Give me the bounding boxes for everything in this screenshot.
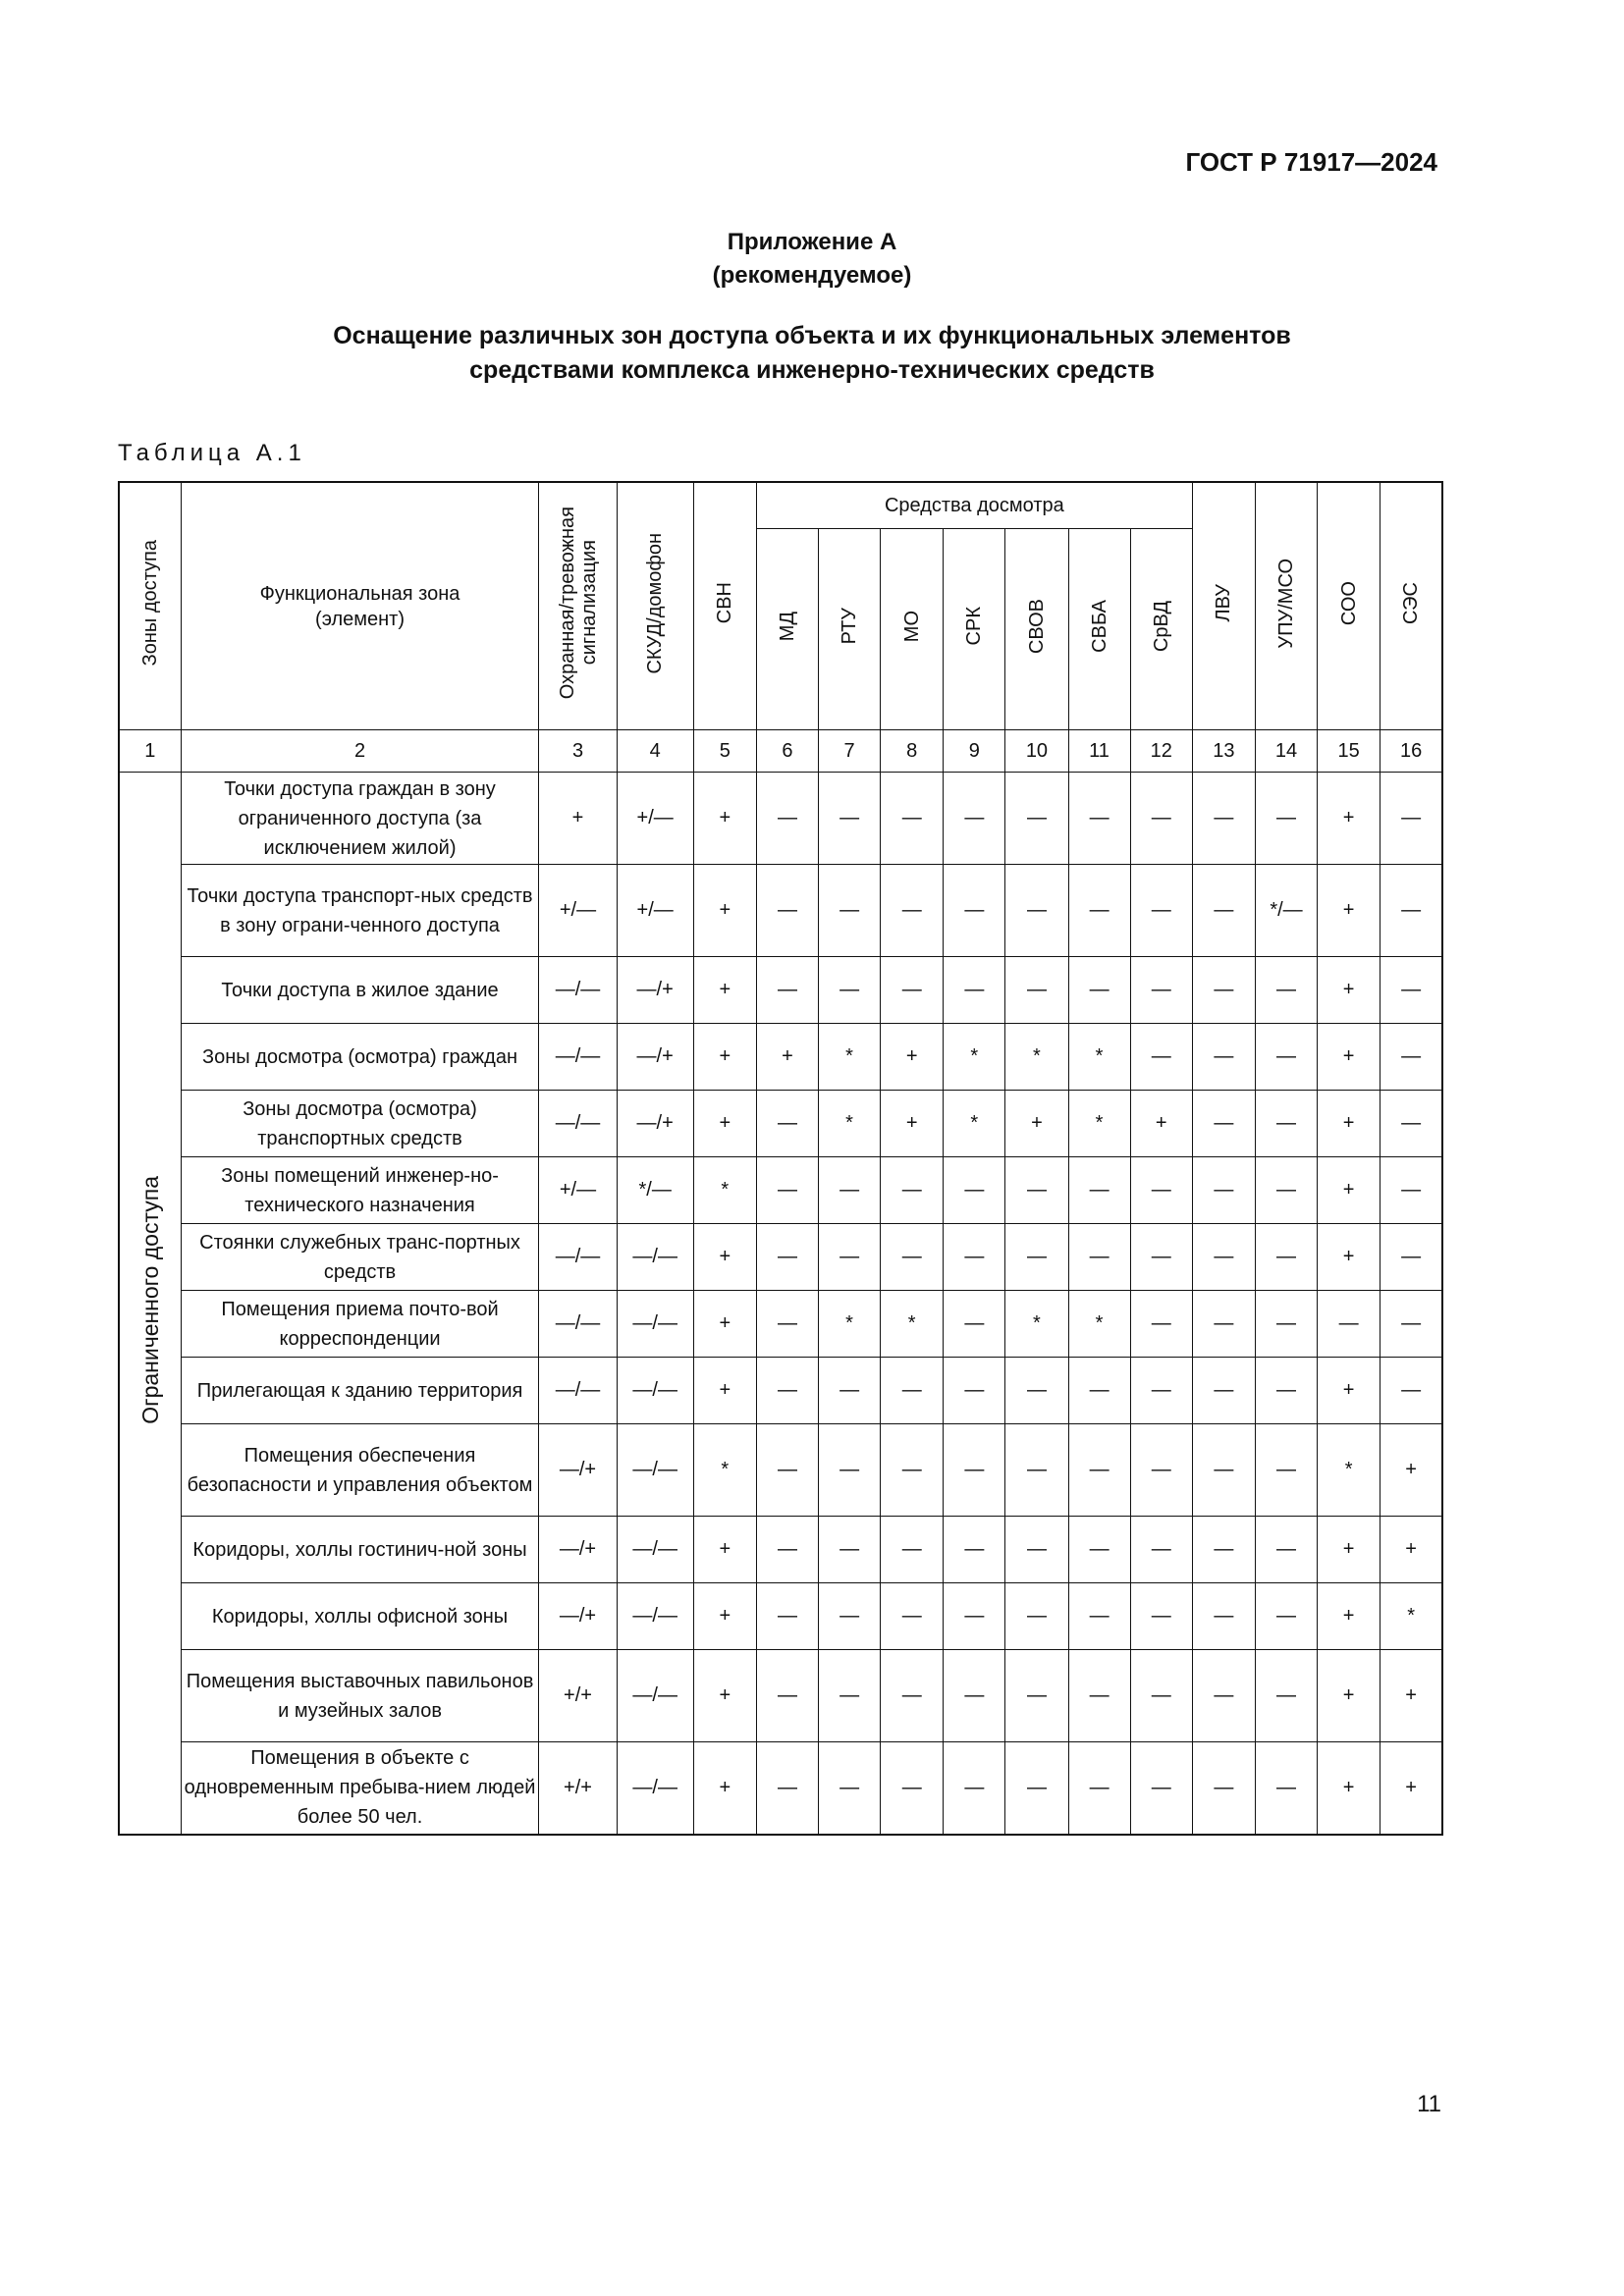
table-cell: — <box>1380 865 1442 957</box>
table-cell: — <box>1318 1291 1380 1358</box>
header-ses-label: СЭС <box>1400 581 1423 625</box>
table-cell: — <box>1068 1424 1130 1517</box>
table-cell: —/+ <box>539 1424 617 1517</box>
table-cell: —/+ <box>617 1091 693 1157</box>
table-cell: — <box>1255 1424 1317 1517</box>
table-cell: — <box>1192 1157 1255 1224</box>
column-number: 13 <box>1192 730 1255 773</box>
table-cell: — <box>944 1358 1005 1424</box>
table-cell: — <box>756 773 818 865</box>
header-upu <box>1255 482 1317 730</box>
table-cell: — <box>1255 1024 1317 1091</box>
table-cell: — <box>1005 865 1068 957</box>
table-cell: — <box>1130 1424 1192 1517</box>
table-cell: +/+ <box>539 1650 617 1742</box>
table-cell: + <box>693 1358 756 1424</box>
table-cell: — <box>1068 1224 1130 1291</box>
table-cell: — <box>756 1583 818 1650</box>
table-cell: —/— <box>539 1358 617 1424</box>
table-cell: — <box>1068 1742 1130 1835</box>
table-cell: — <box>944 1424 1005 1517</box>
table-cell: — <box>1192 1424 1255 1517</box>
table-row <box>119 1517 1442 1583</box>
header-lvu <box>1192 482 1255 730</box>
header-srvd: СрВД <box>1130 529 1192 730</box>
table-cell: + <box>881 1091 944 1157</box>
table-cell: — <box>1192 1291 1255 1358</box>
table-cell: — <box>756 1424 818 1517</box>
table-cell: * <box>1068 1091 1130 1157</box>
table-cell: + <box>693 1583 756 1650</box>
table-cell: — <box>1192 1583 1255 1650</box>
header-alarm-line-2: сигнализация <box>577 540 600 667</box>
header-skud-label: СКУД/домофон <box>644 532 667 674</box>
table-cell: * <box>1068 1024 1130 1091</box>
table-cell: — <box>881 1424 944 1517</box>
table-cell: +/+ <box>539 1742 617 1835</box>
table-cell: — <box>1255 1157 1317 1224</box>
header-svn-label: СВН <box>714 582 736 624</box>
table-caption: Таблица А.1 <box>118 440 306 466</box>
table-cell: — <box>1005 1742 1068 1835</box>
table-cell: — <box>1005 1517 1068 1583</box>
header-function-line-2: (элемент) <box>315 608 405 630</box>
table-cell: — <box>1068 957 1130 1024</box>
table-cell: + <box>1318 1358 1380 1424</box>
header-skud <box>617 482 693 730</box>
header-soo-label: СОО <box>1337 580 1360 626</box>
function-zone-name: Помещения обеспечения безопасности и управления объектом <box>181 1424 539 1517</box>
table-cell: —/— <box>539 1224 617 1291</box>
function-zone-name: Зоны помещений инженер-но-технического назначения <box>181 1157 539 1224</box>
table-cell: — <box>819 773 881 865</box>
table-cell: — <box>819 865 881 957</box>
header-function <box>181 482 539 730</box>
table-row <box>119 773 1442 865</box>
table-cell: + <box>693 1024 756 1091</box>
table-cell: — <box>1005 957 1068 1024</box>
table-cell: + <box>693 1742 756 1835</box>
table-cell: * <box>1005 1024 1068 1091</box>
table-cell: + <box>1318 1157 1380 1224</box>
table-row <box>119 1024 1442 1091</box>
table-cell: +/— <box>539 865 617 957</box>
table-row <box>119 1157 1442 1224</box>
table-cell: — <box>1068 1358 1130 1424</box>
column-number: 9 <box>944 730 1005 773</box>
table-cell: — <box>881 1358 944 1424</box>
table-row <box>119 1742 1442 1835</box>
zone-name: Ограниченного доступа <box>136 1175 163 1424</box>
table-cell: — <box>1192 957 1255 1024</box>
column-number: 11 <box>1068 730 1130 773</box>
table-cell: — <box>1192 1224 1255 1291</box>
header-ses <box>1380 482 1442 730</box>
table-cell: —/— <box>617 1650 693 1742</box>
table-row <box>119 1091 1442 1157</box>
header-alarm <box>539 482 617 730</box>
table-cell: * <box>1005 1291 1068 1358</box>
table-cell: — <box>944 1583 1005 1650</box>
table-cell: +/— <box>539 1157 617 1224</box>
table-cell: +/— <box>617 865 693 957</box>
table-cell: — <box>1130 1157 1192 1224</box>
table-cell: — <box>944 957 1005 1024</box>
table-cell: + <box>693 1517 756 1583</box>
table-cell: — <box>1192 1024 1255 1091</box>
table-cell: — <box>1068 773 1130 865</box>
table-cell: + <box>1380 1424 1442 1517</box>
page-number: 11 <box>1417 2091 1441 2117</box>
function-zone-name: Коридоры, холлы гостинич-ной зоны <box>181 1517 539 1583</box>
table-cell: + <box>1318 1517 1380 1583</box>
header-upu-label: УПУ/МСО <box>1274 558 1297 649</box>
document-code: ГОСТ Р 71917—2024 <box>1185 147 1437 177</box>
table-row <box>119 1583 1442 1650</box>
table-cell: — <box>1255 957 1317 1024</box>
table-cell: — <box>1068 865 1130 957</box>
table-cell: — <box>756 1157 818 1224</box>
table-cell: — <box>1380 1157 1442 1224</box>
table-cell: + <box>693 1291 756 1358</box>
function-zone-name: Помещения выставочных павильонов и музейных залов <box>181 1650 539 1742</box>
table-cell: —/+ <box>617 1024 693 1091</box>
table-cell: + <box>1130 1091 1192 1157</box>
function-zone-name: Зоны досмотра (осмотра) транспортных средств <box>181 1091 539 1157</box>
table-cell: — <box>944 1517 1005 1583</box>
table-cell: + <box>881 1024 944 1091</box>
table-cell: + <box>1318 1742 1380 1835</box>
table-cell: —/— <box>617 1224 693 1291</box>
table-cell: — <box>819 1424 881 1517</box>
table-cell: + <box>693 1091 756 1157</box>
title-line-2: средствами комплекса инженерно-технических средств <box>469 356 1155 384</box>
table-cell: — <box>1068 1650 1130 1742</box>
table-cell: — <box>881 1157 944 1224</box>
table-cell: — <box>881 1224 944 1291</box>
header-alarm-line-1: Охранная/тревожная <box>556 507 578 700</box>
header-svn <box>693 482 756 730</box>
table-cell: — <box>1380 957 1442 1024</box>
column-number: 10 <box>1005 730 1068 773</box>
table-cell: — <box>1130 1024 1192 1091</box>
table-cell: — <box>1255 1583 1317 1650</box>
table-cell: — <box>881 1650 944 1742</box>
equipment-table <box>118 481 1443 1836</box>
table-cell: — <box>1255 1650 1317 1742</box>
table-cell: — <box>1130 1742 1192 1835</box>
table-cell: — <box>819 1742 881 1835</box>
header-srk: СРК <box>944 529 1005 730</box>
table-cell: — <box>1005 1650 1068 1742</box>
table-cell: — <box>756 1224 818 1291</box>
table-cell: — <box>756 1091 818 1157</box>
table-cell: + <box>539 773 617 865</box>
column-number: 6 <box>756 730 818 773</box>
table-cell: — <box>1192 1742 1255 1835</box>
table-cell: — <box>1380 1358 1442 1424</box>
table-cell: */— <box>617 1157 693 1224</box>
table-cell: — <box>756 865 818 957</box>
column-number: 15 <box>1318 730 1380 773</box>
table-cell: — <box>1005 1583 1068 1650</box>
table-cell: — <box>1192 1650 1255 1742</box>
table-cell: + <box>1318 1224 1380 1291</box>
table-cell: — <box>756 1517 818 1583</box>
header-svov: СВОВ <box>1005 529 1068 730</box>
table-cell: — <box>1130 1224 1192 1291</box>
function-zone-name: Зоны досмотра (осмотра) граждан <box>181 1024 539 1091</box>
function-zone-name: Стоянки служебных транс-портных средств <box>181 1224 539 1291</box>
table-cell: — <box>1068 1517 1130 1583</box>
table-cell: — <box>1005 1224 1068 1291</box>
header-zone <box>119 482 181 730</box>
table-cell: —/— <box>539 1024 617 1091</box>
table-cell: + <box>693 957 756 1024</box>
table-cell: — <box>756 1742 818 1835</box>
annex-heading <box>0 226 1624 293</box>
table-cell: + <box>1380 1742 1442 1835</box>
column-number: 5 <box>693 730 756 773</box>
column-number-row <box>119 730 1442 773</box>
table-cell: — <box>1380 1291 1442 1358</box>
table-cell: + <box>693 773 756 865</box>
table-cell: —/— <box>617 1517 693 1583</box>
table-cell: — <box>881 1517 944 1583</box>
function-zone-name: Прилегающая к зданию территория <box>181 1358 539 1424</box>
table-cell: — <box>1005 1424 1068 1517</box>
table-cell: */— <box>1255 865 1317 957</box>
table-cell: — <box>944 865 1005 957</box>
table-cell: — <box>1255 1517 1317 1583</box>
table-cell: — <box>881 957 944 1024</box>
table-cell: —/— <box>539 1291 617 1358</box>
table-cell: * <box>819 1291 881 1358</box>
function-zone-name: Помещения приема почто-вой корреспонденции <box>181 1291 539 1358</box>
table-cell: — <box>756 1650 818 1742</box>
table-cell: — <box>819 1583 881 1650</box>
table-cell: — <box>944 1224 1005 1291</box>
column-number: 1 <box>119 730 181 773</box>
table-cell: — <box>1130 1358 1192 1424</box>
table-cell: — <box>1255 773 1317 865</box>
table-cell: — <box>1005 1358 1068 1424</box>
table-cell: — <box>944 1742 1005 1835</box>
table-cell: * <box>693 1157 756 1224</box>
table-cell: — <box>1130 865 1192 957</box>
header-lvu-label: ЛВУ <box>1213 584 1235 622</box>
table-cell: — <box>1192 865 1255 957</box>
table-cell: + <box>1005 1091 1068 1157</box>
table-cell: — <box>1130 957 1192 1024</box>
table-cell: — <box>1192 1091 1255 1157</box>
column-number: 16 <box>1380 730 1442 773</box>
table-cell: + <box>1380 1650 1442 1742</box>
table-cell: —/+ <box>539 1583 617 1650</box>
table-cell: — <box>1130 1650 1192 1742</box>
table-row <box>119 1224 1442 1291</box>
table-row <box>119 1650 1442 1742</box>
function-zone-name: Точки доступа транспорт-ных средств в зону ограни-ченного доступа <box>181 865 539 957</box>
table-cell: + <box>1318 1024 1380 1091</box>
function-zone-name: Точки доступа в жилое здание <box>181 957 539 1024</box>
table-cell: — <box>1005 773 1068 865</box>
table-cell: — <box>881 1742 944 1835</box>
table-cell: — <box>1380 1091 1442 1157</box>
table-cell: — <box>819 1358 881 1424</box>
title-line-1: Оснащение различных зон доступа объекта и их функциональных элементов <box>333 322 1291 349</box>
header-soo <box>1318 482 1380 730</box>
table-cell: * <box>944 1024 1005 1091</box>
table-cell: — <box>1380 1224 1442 1291</box>
document-title <box>0 319 1624 388</box>
table-cell: — <box>1255 1742 1317 1835</box>
table-cell: — <box>944 1157 1005 1224</box>
table-cell: — <box>819 1517 881 1583</box>
table-cell: — <box>819 1157 881 1224</box>
table-cell: + <box>756 1024 818 1091</box>
column-number: 12 <box>1130 730 1192 773</box>
table-cell: + <box>1318 865 1380 957</box>
function-zone-name: Помещения в объекте с одновременным пребыва-нием людей более 50 чел. <box>181 1742 539 1835</box>
table-cell: + <box>1380 1517 1442 1583</box>
table-cell: —/— <box>617 1358 693 1424</box>
table-cell: — <box>881 773 944 865</box>
table-cell: —/— <box>617 1583 693 1650</box>
column-number: 7 <box>819 730 881 773</box>
table-cell: — <box>1255 1224 1317 1291</box>
table-cell: — <box>1255 1091 1317 1157</box>
table-cell: * <box>693 1424 756 1517</box>
table-cell: * <box>1068 1291 1130 1358</box>
table-cell: + <box>1318 773 1380 865</box>
column-number: 2 <box>181 730 539 773</box>
header-function-line-1: Функциональная зона <box>259 582 460 605</box>
table-cell: —/+ <box>617 957 693 1024</box>
table-cell: — <box>944 1650 1005 1742</box>
table-cell: + <box>1318 1650 1380 1742</box>
table-cell: — <box>1255 1291 1317 1358</box>
column-number: 8 <box>881 730 944 773</box>
table-cell: — <box>819 1224 881 1291</box>
header-mo: МО <box>881 529 944 730</box>
header-inspection-group: Средства досмотра <box>756 482 1192 529</box>
table-cell: + <box>693 865 756 957</box>
annex-title: Приложение А <box>727 229 897 255</box>
table-cell: — <box>881 865 944 957</box>
table-cell: — <box>1192 773 1255 865</box>
table-row <box>119 1424 1442 1517</box>
header-zone-label: Зоны доступа <box>138 540 161 667</box>
table-cell: * <box>819 1091 881 1157</box>
table-cell: — <box>1130 1291 1192 1358</box>
table-body <box>119 730 1442 1835</box>
table-cell: * <box>1318 1424 1380 1517</box>
table-cell: — <box>1005 1157 1068 1224</box>
table-row <box>119 1358 1442 1424</box>
table-cell: — <box>1380 1024 1442 1091</box>
table-cell: — <box>819 957 881 1024</box>
table-cell: —/— <box>617 1291 693 1358</box>
column-number: 14 <box>1255 730 1317 773</box>
table-cell: +/— <box>617 773 693 865</box>
table-cell: * <box>944 1091 1005 1157</box>
table-cell: + <box>693 1650 756 1742</box>
table-cell: + <box>1318 1091 1380 1157</box>
table-cell: * <box>819 1024 881 1091</box>
column-number: 4 <box>617 730 693 773</box>
header-rtu: РТУ <box>819 529 881 730</box>
table-cell: —/— <box>617 1742 693 1835</box>
table-cell: — <box>1192 1517 1255 1583</box>
table-cell: — <box>1130 1517 1192 1583</box>
table-cell: —/— <box>539 1091 617 1157</box>
table-cell: + <box>693 1224 756 1291</box>
table-cell: — <box>944 1291 1005 1358</box>
table-cell: — <box>1380 773 1442 865</box>
table-cell: — <box>756 1358 818 1424</box>
zone-cell <box>119 773 181 1835</box>
table-cell: —/— <box>539 957 617 1024</box>
function-zone-name: Коридоры, холлы офисной зоны <box>181 1583 539 1650</box>
table-cell: — <box>819 1650 881 1742</box>
table-cell: — <box>1192 1358 1255 1424</box>
function-zone-name: Точки доступа граждан в зону ограниченного доступа (за исключением жилой) <box>181 773 539 865</box>
table-cell: —/— <box>617 1424 693 1517</box>
table-cell: + <box>1318 1583 1380 1650</box>
table-cell: * <box>881 1291 944 1358</box>
table-cell: — <box>756 957 818 1024</box>
table-cell: + <box>1318 957 1380 1024</box>
table-cell: — <box>1068 1157 1130 1224</box>
table-cell: — <box>756 1291 818 1358</box>
annex-subtitle: (рекомендуемое) <box>712 262 912 289</box>
table-cell: — <box>881 1583 944 1650</box>
table-cell: — <box>1068 1583 1130 1650</box>
header-md: МД <box>756 529 818 730</box>
column-number: 3 <box>539 730 617 773</box>
table-cell: — <box>1130 1583 1192 1650</box>
table-cell: — <box>1255 1358 1317 1424</box>
table-cell: — <box>944 773 1005 865</box>
table-cell: — <box>1130 773 1192 865</box>
table-row <box>119 957 1442 1024</box>
table-cell: * <box>1380 1583 1442 1650</box>
header-svba: СВБА <box>1068 529 1130 730</box>
table-row <box>119 865 1442 957</box>
table-row <box>119 1291 1442 1358</box>
table-cell: —/+ <box>539 1517 617 1583</box>
